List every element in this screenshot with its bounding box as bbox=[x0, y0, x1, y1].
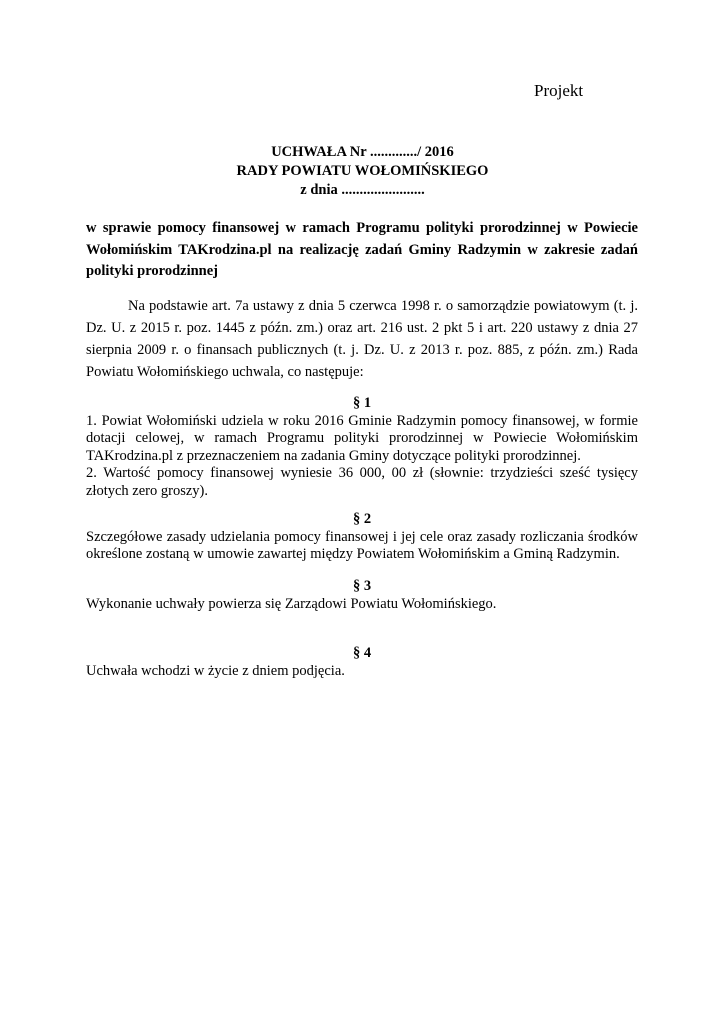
council-name: RADY POWIATU WOŁOMIŃSKIEGO bbox=[236, 163, 489, 179]
projekt-label: Projekt bbox=[534, 81, 584, 100]
section-1-point-2-line: 2. Wartość pomocy finansowej wyniesie 36 000, 00 zł (słownie: trzydzieści sześć tysięcy bbox=[86, 465, 638, 481]
section-1-point-1-line: dotacji celowej, w ramach Programu polityki prorodzinnej w Powiecie Wołomińskim bbox=[86, 430, 638, 446]
section-4-text: Uchwała wchodzi w życie z dniem podjęcia. bbox=[86, 662, 345, 679]
section-2-text bbox=[86, 529, 638, 564]
section-2-heading: § 2 bbox=[352, 511, 372, 527]
section-3-heading: § 3 bbox=[352, 578, 372, 594]
section-4 bbox=[86, 645, 638, 680]
section-1 bbox=[86, 395, 638, 500]
section-2-line: Szczegółowe zasady udzielania pomocy finansowej i jej cele oraz zasady rozliczania środków bbox=[86, 528, 638, 545]
legal-basis-paragraph: Na podstawie art. 7a ustawy z dnia 5 czerwca 1998 r. o samorządzie powiatowym (t. j. Dz. U. z 2015 r. poz. 1445 z późn. zm.) oraz art. 216 ust. 2 pkt 5 i art. 220 ustawy z dnia 27 sierpnia 2009 r. o finansach publicznych (t. j. Dz. U. z 2013 r. poz. 885, z późn. zm.) Rada Powiatu Wołomińskiego uchwala, co następuje: bbox=[86, 298, 638, 380]
section-1-point-1-line: TAKrodzina.pl z przeznaczeniem na zadania Gminy dotyczące polityki prorodzinnej. bbox=[86, 447, 581, 464]
section-2-line: określone zostaną w umowie zawartej między Powiatem Wołomińskim a Gminą Radzymin. bbox=[86, 546, 620, 562]
resolution-title bbox=[0, 143, 725, 200]
section-3 bbox=[86, 578, 638, 613]
section-1-point-1-line: 1. Powiat Wołomiński udziela w roku 2016 Gminie Radzymin pomocy finansowej, w formie bbox=[86, 412, 638, 429]
resolution-date: z dnia ....................... bbox=[300, 182, 425, 198]
section-4-heading: § 4 bbox=[352, 645, 372, 661]
section-1-point-1 bbox=[86, 413, 638, 466]
resolution-subject: w sprawie pomocy finansowej w ramach Programu polityki prorodzinnej w Powiecie Wołomińskim TAKrodzina.pl na realizację zadań Gminy Radzymin w zakresie zadań polityki prorodzinnej bbox=[86, 220, 638, 279]
section-1-point-2 bbox=[86, 465, 638, 500]
section-3-text: Wykonanie uchwały powierza się Zarządowi Powiatu Wołomińskiego. bbox=[86, 595, 497, 612]
section-2 bbox=[86, 511, 638, 564]
section-1-point-2-line: złotych zero groszy). bbox=[86, 482, 208, 499]
resolution-number: UCHWAŁA Nr ............./ 2016 bbox=[271, 144, 454, 160]
section-1-heading: § 1 bbox=[352, 395, 372, 411]
